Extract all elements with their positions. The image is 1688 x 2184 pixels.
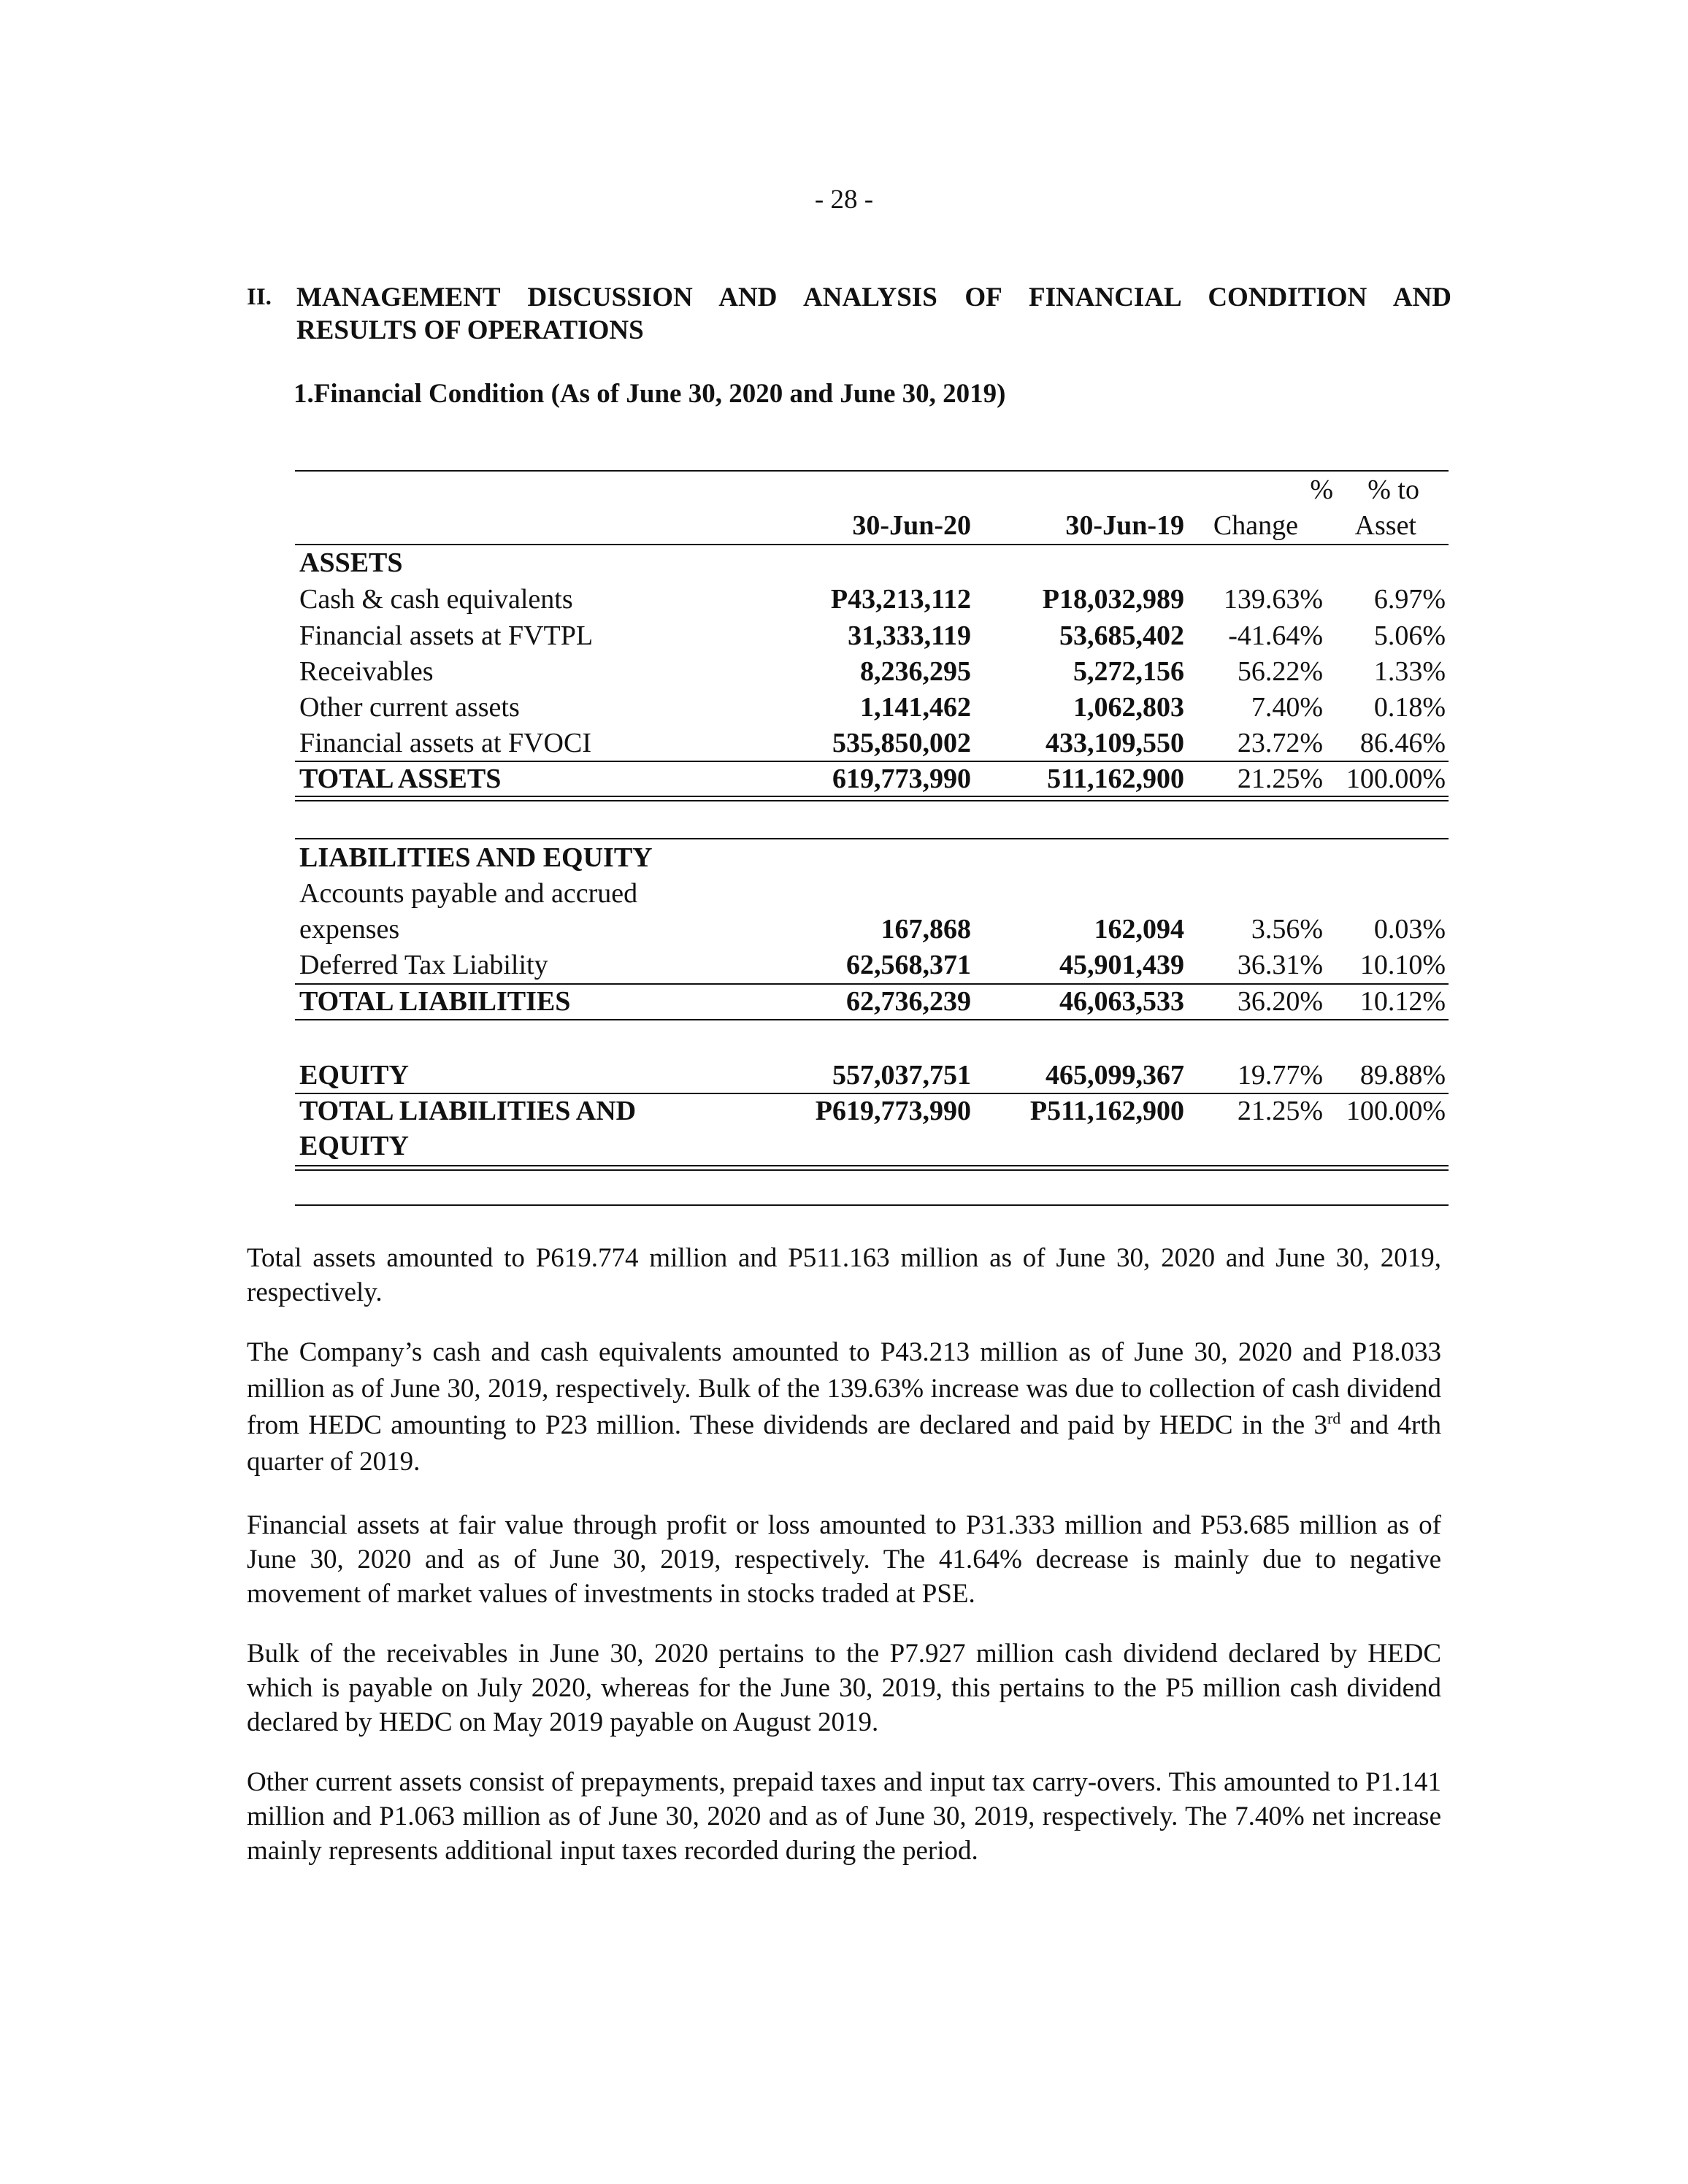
cell-to-asset: 10.10% [1359,950,1446,980]
total-double-rule [295,1165,1449,1171]
section-numeral: II. [247,284,272,310]
section-rule [295,838,1449,839]
row-label: Receivables [299,656,434,687]
cell-jun19: 433,109,550 [1046,728,1184,758]
cell-to-asset: 0.03% [1373,914,1446,945]
cell-jun19: 5,272,156 [1073,656,1184,687]
cell-change: 139.63% [1223,584,1323,615]
cell-to-asset: 10.12% [1359,986,1446,1017]
row-label: Financial assets at FVTPL [299,620,594,651]
cell-jun20: 619,773,990 [832,764,971,794]
subheading: 1.Financial Condition (As of June 30, 2020 and June 30, 2019) [294,379,1006,409]
cell-jun20: 8,236,295 [860,656,971,687]
cell-to-asset: 100.00% [1346,1096,1446,1126]
cell-jun19: P18,032,989 [1042,584,1184,615]
row-label: EQUITY [299,1060,409,1091]
cell-jun20: 1,141,462 [860,692,971,723]
cell-to-asset: 1.33% [1373,656,1446,687]
row-label: TOTAL ASSETS [299,764,502,794]
cell-change: 36.31% [1237,950,1323,980]
header-jun19: 30-Jun-19 [1065,510,1184,541]
row-label-line2: expenses [299,914,400,945]
row-label: Financial assets at FVOCI [299,728,592,758]
liabilities-heading: LIABILITIES AND EQUITY [299,842,653,873]
row-label: Cash & cash equivalents [299,584,573,615]
cell-change: 36.20% [1237,986,1323,1017]
row-label: Deferred Tax Liability [299,950,548,980]
cell-to-asset: 100.00% [1346,764,1446,794]
assets-heading: ASSETS [299,547,403,578]
row-label-line2: EQUITY [299,1131,409,1161]
paragraph-cash-text: The Company’s cash and cash equivalents amounted to P43.213 million as of June 30, 2020 and P18.033 million as of June 30, 2019, respectively. Bulk of the 139.63% increase was due to collection of cash dividend from HEDC amounting to P23 million. These dividends are declared and paid by HEDC in the 3 [247,1337,1441,1440]
cell-jun20: 557,037,751 [832,1060,971,1091]
cell-change: 56.22% [1237,656,1323,687]
superscript-rd: rd [1327,1409,1341,1428]
cell-change: 23.72% [1237,728,1323,758]
cell-change: 3.56% [1251,914,1323,945]
cell-change: 7.40% [1251,692,1323,723]
row-label-line1: Accounts payable and accrued [299,878,638,909]
section-title-line2: RESULTS OF OPERATIONS [296,315,644,345]
cell-jun20: 62,736,239 [846,986,971,1017]
cell-jun19: 46,063,533 [1059,986,1184,1017]
row-label: Other current assets [299,692,520,723]
cell-to-asset: 6.97% [1373,584,1446,615]
row-label-line1: TOTAL LIABILITIES AND [299,1096,637,1126]
cell-jun19: 1,062,803 [1073,692,1184,723]
paragraph-other-assets: Other current assets consist of prepayments, prepaid taxes and input tax carry-overs. This amounted to P1.141 million and P1.063 million as of June 30, 2020 and as of June 30, 2019, respectively. The 7.40% net increase mainly represents additional input taxes recorded during the period. [247,1767,1441,1866]
cell-change: 21.25% [1237,1096,1323,1126]
total-double-rule [295,796,1449,801]
subtotal-rule [295,1019,1449,1020]
cell-jun19: 511,162,900 [1047,764,1184,794]
cell-to-asset: 89.88% [1359,1060,1446,1091]
paragraph-fvtpl: Financial assets at fair value through profit or loss amounted to P31.333 million and P53.685 million as of June 30, 2020 and as of June 30, 2019, respectively. The 41.64% decrease is mainly due to negative movement of market values of investments in stocks traded at PSE. [247,1510,1441,1609]
cell-to-asset: 5.06% [1373,620,1446,651]
cell-jun20: 167,868 [881,914,971,945]
paragraph-receivables: Bulk of the receivables in June 30, 2020 pertains to the P7.927 million cash dividend declared by HEDC which is payable on July 2020, whereas for the June 30, 2019, this pertains to the P5 million cash dividend declared by HEDC on May 2019 payable on August 2019. [247,1639,1441,1737]
cell-jun19: 162,094 [1094,914,1184,945]
cell-jun20: P619,773,990 [815,1096,971,1126]
header-toasset-line2: Asset [1354,510,1416,541]
cell-jun20: 535,850,002 [832,728,971,758]
cell-jun20: 62,568,371 [846,950,971,980]
cell-jun19: 53,685,402 [1059,620,1184,651]
page-number: - 28 - [814,185,874,215]
table-bottom-rule [295,1204,1449,1206]
cell-jun19: 465,099,367 [1046,1060,1184,1091]
cell-to-asset: 0.18% [1373,692,1446,723]
row-label: TOTAL LIABILITIES [299,986,571,1017]
cell-change: -41.64% [1228,620,1323,651]
cell-change: 19.77% [1237,1060,1323,1091]
cell-jun19: 45,901,439 [1059,950,1184,980]
cell-jun20: P43,213,112 [830,584,971,615]
section-title-line1: MANAGEMENT DISCUSSION AND ANALYSIS OF FINANCIAL CONDITION AND [296,282,1451,312]
header-change-line1: % [1310,474,1333,505]
header-change-line2: Change [1213,510,1298,541]
cell-to-asset: 86.46% [1359,728,1446,758]
cell-change: 21.25% [1237,764,1323,794]
paragraph-total-assets: Total assets amounted to P619.774 million and P511.163 million as of June 30, 2020 and June 30, 2019, respectively. [247,1243,1441,1307]
table-top-rule [295,470,1449,472]
paragraph-cash [247,1334,1441,1480]
header-toasset-line1: % to [1367,474,1419,505]
paragraph-cash-end: and 4rth quarter of 2019. [247,1410,1441,1477]
header-rule [295,544,1449,545]
cell-jun20: 31,333,119 [848,620,971,651]
cell-jun19: P511,162,900 [1029,1096,1184,1126]
header-jun20: 30-Jun-20 [852,510,971,541]
